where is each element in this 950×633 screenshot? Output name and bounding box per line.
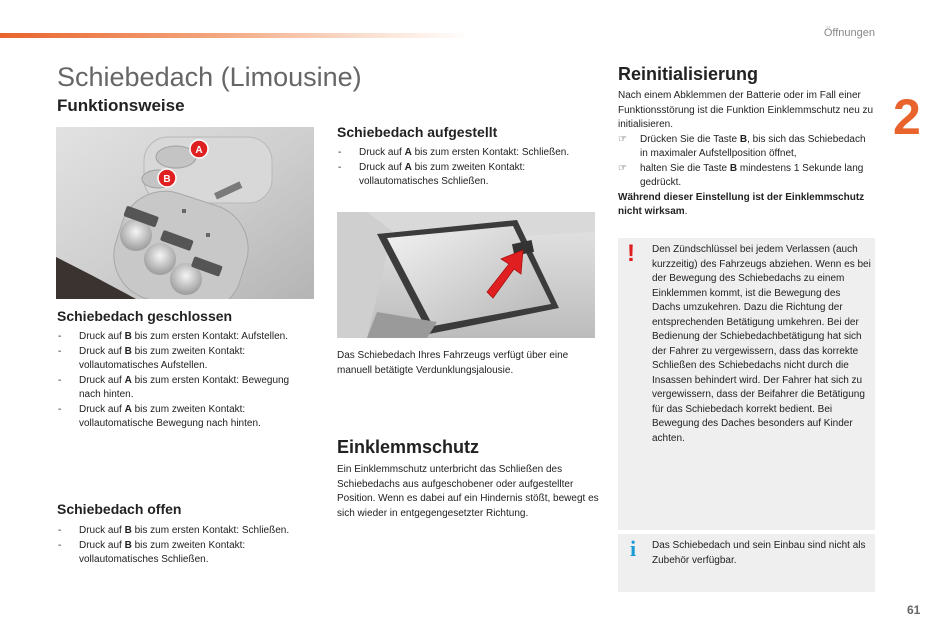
sunroof-caption: Das Schiebedach Ihres Fahrzeugs verfügt über eine manuell betätigte Verdunklungsjalousie. (337, 350, 569, 376)
heading-aufgestellt: Schiebedach aufgestellt (337, 124, 498, 140)
list-item: - Druck auf B bis zum zweiten Kontakt: vollautomatisches Aufstellen. (57, 345, 312, 374)
warning-box (618, 238, 875, 530)
control-panel-photo (56, 127, 314, 299)
heading-geschlossen: Schiebedach geschlossen (57, 308, 233, 324)
page-title: Schiebedach (Limousine) (57, 62, 362, 92)
list-aufgestellt (337, 146, 597, 190)
heading-funktionsweise: Funktionsweise (57, 96, 185, 115)
heading-einklemmschutz: Einklemmschutz (337, 437, 480, 457)
reinit-note: Während dieser Einstellung ist der Einklemmschutz nicht wirksam. (618, 191, 865, 217)
label-b: B (163, 174, 171, 185)
info-box (618, 534, 875, 592)
sunroof-photo (337, 212, 595, 338)
warning-text: Den Zündschlüssel bei jedem Verlassen (auch kurzzeitig) des Fahrzeugs abziehen. Wenn es bei der Bewegung des Schiebedachs zu einem Einklemmen kommt, ist die Bewegung des Dachs umzukehren. Dazu die Richtung der entsprechenden Betätigung umkehren. Bei der Bedienung der Schiebedachbetätigung hat sich der Fahrer zu vergewissern, dass das korrekte Schließen des Schiebedachs nicht durch die Insassen behindert wird. Der Fahrer hat sich zu vergewissern, dass der Beifahrer die Betätigung für das Schiebedach korrekt bedient. Bei Bewegung des Daches besonders auf Kinder achten. (652, 244, 871, 444)
pointing-hand-icon: ☞ (618, 133, 627, 145)
heading-reinitialisierung: Reinitialisierung (618, 64, 759, 84)
list-item: - Druck auf B bis zum ersten Kontakt: Aufstellen. (57, 330, 312, 345)
label-a: A (195, 145, 203, 156)
list-geschlossen (57, 330, 312, 432)
list-item: - Druck auf A bis zum ersten Kontakt: Bewegung nach hinten. (57, 374, 312, 403)
list-item: ☞ Drücken Sie die Taste B, bis sich das Schiebedach in maximaler Aufstellposition öffnet, (618, 133, 866, 159)
reinit-steps (618, 133, 876, 191)
reinit-intro: Nach einem Abklemmen der Batterie oder im Fall einer Funktionsstörung ist die Funktion Einklemmschutz neu zu initialisieren. (618, 90, 874, 130)
heading-offen: Schiebedach offen (57, 501, 182, 517)
warning-icon: ! (627, 240, 635, 267)
list-item: - Druck auf A bis zum zweiten Kontakt: vollautomatisches Schließen. (337, 161, 597, 190)
info-text: Das Schiebedach und sein Einbau sind nicht als Zubehör verfügbar. (652, 540, 866, 566)
chapter-number: 2 (893, 89, 921, 145)
einklemmschutz-text: Ein Einklemmschutz unterbricht das Schließen des Schiebedachs aus aufgeschobener oder aufgestellter Position. Wenn es dabei auf ein Hindernis stößt, bewegt es sich wieder in entgegengesetzter Richtung. (337, 464, 599, 519)
header-accent-bar (0, 33, 470, 38)
info-icon: i (630, 536, 637, 561)
list-item: - Druck auf A bis zum zweiten Kontakt: vollautomatische Bewegung nach hinten. (57, 403, 312, 432)
list-item: - Druck auf B bis zum zweiten Kontakt: vollautomatisches Schließen. (57, 539, 312, 568)
list-item: - Druck auf A bis zum ersten Kontakt: Schließen. (337, 146, 597, 161)
sunroof-illustration (337, 212, 595, 338)
section-label: Öffnungen (823, 27, 875, 39)
page-number: 61 (907, 603, 921, 617)
list-item: ☞ halten Sie die Taste B mindestens 1 Sekunde lang gedrückt. (618, 162, 864, 188)
control-panel-illustration (56, 127, 314, 299)
reinit-block (618, 89, 876, 220)
list-item: - Druck auf B bis zum ersten Kontakt: Schließen. (57, 524, 312, 539)
list-offen (57, 524, 312, 568)
pointing-hand-icon: ☞ (618, 162, 627, 174)
